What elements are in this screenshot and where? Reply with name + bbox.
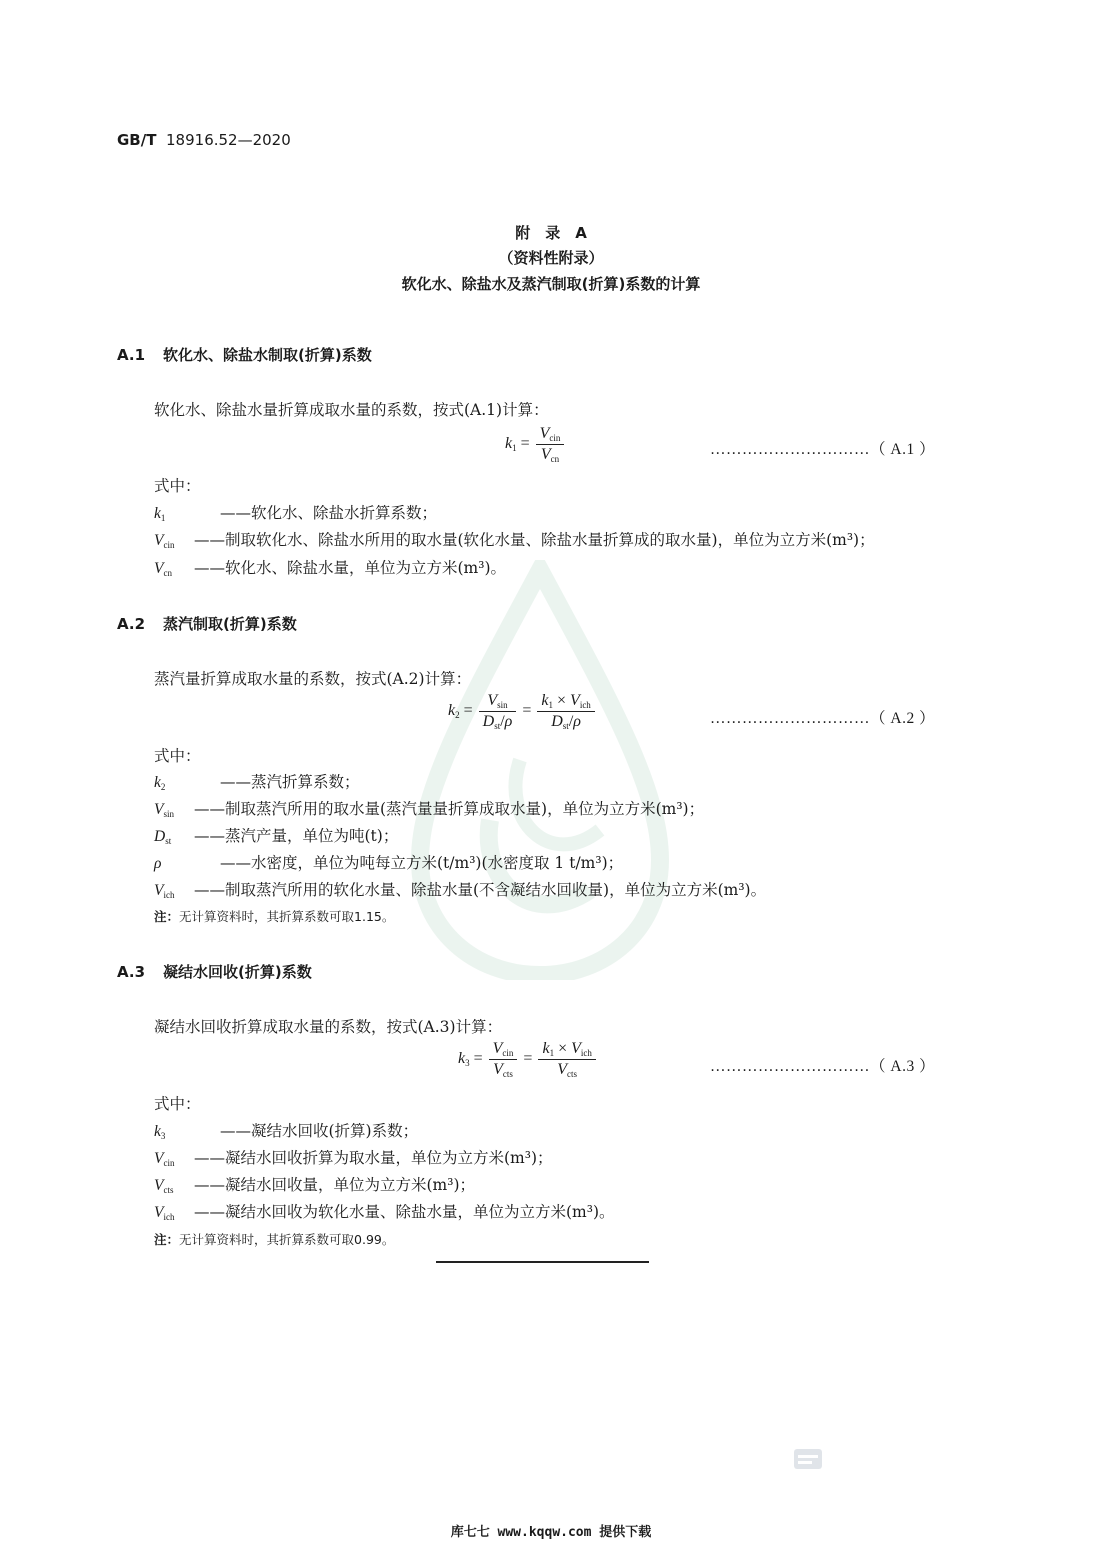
a3-intro: 凝结水回收折算成取水量的系数，按式(A.3)计算： <box>154 1018 503 1036</box>
equation-a3: $k_3$ = $\frac{V_{cin}}{V_{cts}}$ = $\frac{k_1 \times V_{ich}}{V_{cts}}$ <box>458 1040 598 1079</box>
end-rule <box>436 1261 649 1263</box>
a1-intro: 软化水、除盐水量折算成取水量的系数，按式(A.1)计算： <box>154 401 549 419</box>
a2-intro: 蒸汽量折算成取水量的系数，按式(A.2)计算： <box>154 670 472 688</box>
equation-a1: $k_1$ = $\frac{V_{cin}}{V_{cn}}$ <box>505 425 566 464</box>
equation-a2-number: …………………………（ A.2 ） <box>710 710 936 727</box>
a2-def-dst: $D_{st}$ ——蒸汽产量，单位为吨(t)； <box>154 827 399 846</box>
a2-def-vsin: $V_{sin}$ ——制取蒸汽所用的取水量(蒸汽量量折算成取水量)，单位为立方米(m³)； <box>154 800 705 819</box>
a2-def-vich: $V_{ich}$ ——制取蒸汽所用的软化水量、除盐水量(不含凝结水回收量)，单位为立方米(m³)。 <box>154 881 767 900</box>
a3-note: 注：无计算资料时，其折算系数可取0.99。 <box>154 1232 395 1247</box>
section-a2-heading: A.2 蒸汽制取(折算)系数 <box>117 615 297 633</box>
appendix-label: 附 录 A <box>515 224 587 242</box>
appendix-title: 软化水、除盐水及蒸汽制取(折算)系数的计算 <box>401 275 701 293</box>
a3-where: 式中： <box>154 1095 201 1113</box>
a1-def-vcn: $V_{cn}$ ——软化水、除盐水量，单位为立方米(m³)。 <box>154 559 507 578</box>
a2-def-k2: $k_2$ ——蒸汽折算系数； <box>154 773 360 792</box>
a3-def-vich: $V_{ich}$ ——凝结水回收为软化水量、除盐水量，单位为立方米(m³)。 <box>154 1203 615 1222</box>
a2-where: 式中： <box>154 747 201 765</box>
a3-def-vcin: $V_{cin}$ ——凝结水回收折算为取水量，单位为立方米(m³)； <box>154 1149 553 1168</box>
equation-a1-number: …………………………（ A.1 ） <box>710 441 936 458</box>
a1-where: 式中： <box>154 477 201 495</box>
appendix-type: （资料性附录） <box>498 249 604 267</box>
a1-def-vcin: $V_{cin}$ ——制取软化水、除盐水所用的取水量(软化水量、除盐水量折算成的取水量)，单位为立方米(m³)； <box>154 531 875 550</box>
a2-def-rho: ρ ——水密度，单位为吨每立方米(t/m³)(水密度取 1 t/m³)； <box>154 854 624 872</box>
water-drop-watermark <box>410 560 670 980</box>
a1-def-k1: $k_1$ ——软化水、除盐水折算系数； <box>154 504 438 523</box>
sac-logo-icon <box>792 1445 824 1473</box>
equation-a2: $k_2$ = $\frac{V_{sin}}{D_{st}/\rho}$ = $\frac{k_1 \times V_{ich}}{D_{st}/\rho}$ <box>448 692 597 731</box>
section-a1-heading: A.1 软化水、除盐水制取(折算)系数 <box>117 346 372 364</box>
footer-download-text: 库七七 www.kqqw.com 提供下载 <box>450 1525 652 1540</box>
a3-def-k3: $k_3$ ——凝结水回收(折算)系数； <box>154 1122 419 1141</box>
a3-def-vcts: $V_{cts}$ ——凝结水回收量，单位为立方米(m³)； <box>154 1176 476 1195</box>
standard-number: GB/T 18916.52—2020 <box>117 131 291 149</box>
section-a3-heading: A.3 凝结水回收(折算)系数 <box>117 963 312 981</box>
equation-a3-number: …………………………（ A.3 ） <box>710 1058 936 1075</box>
a2-note: 注：无计算资料时，其折算系数可取1.15。 <box>154 909 395 924</box>
